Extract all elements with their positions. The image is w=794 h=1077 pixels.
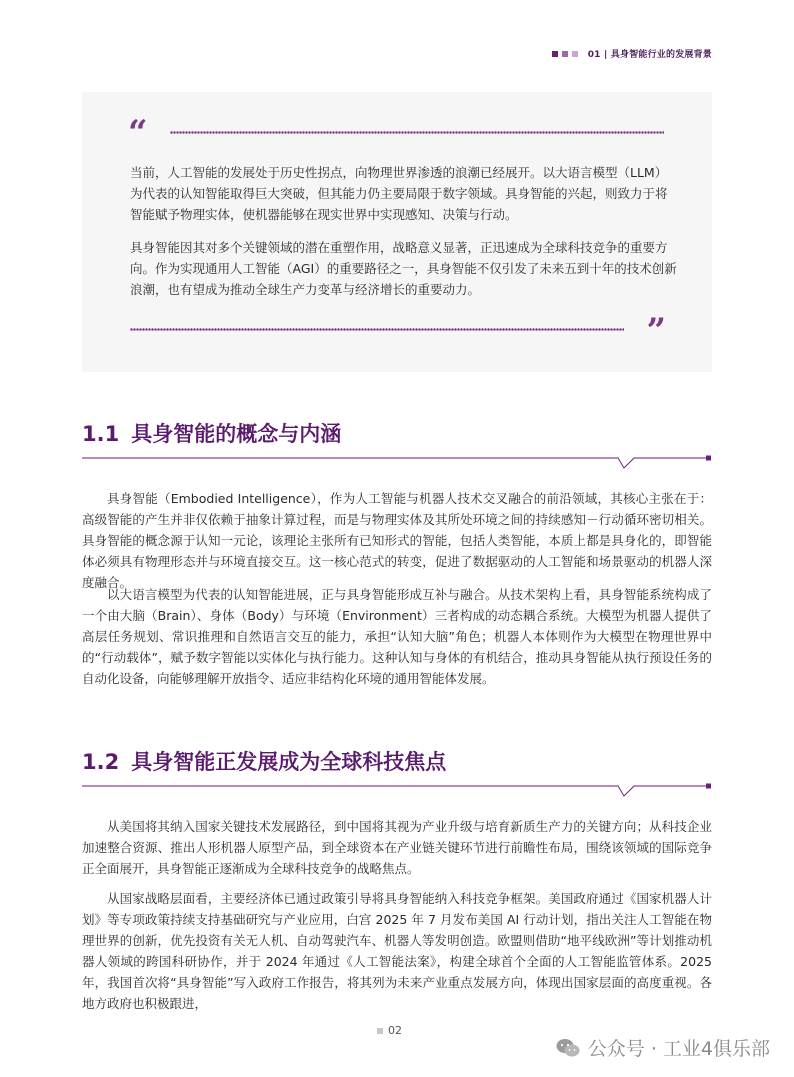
page-number bbox=[377, 1024, 402, 1037]
chapter-title: 01 | 具身智能行业的发展背景 bbox=[587, 50, 712, 60]
close-quote-icon: ” bbox=[646, 311, 666, 351]
header-square-light bbox=[572, 51, 578, 57]
section-1-2-paragraph-1: 从美国将其纳入国家关键技术发展路径，到中国将其视为产业升级与培育新质生产力的关键方向；从科技企业加速整合资源、推出人形机器人原型产品，到全球资本在产业链关键环节进行前瞻性布局，围绕该领域的国际竞争正全面展开，具身智能正逐渐成为全球科技竞争的战略焦点。 bbox=[82, 819, 712, 876]
watermark bbox=[556, 1034, 770, 1061]
header-square-mid bbox=[562, 51, 568, 57]
section-title: 具身智能正发展成为全球科技焦点 bbox=[131, 750, 447, 774]
section-rule-1-1 bbox=[82, 450, 712, 472]
page-number-text: 02 bbox=[388, 1024, 402, 1037]
section-1-1-paragraph-1: 具身智能（Embodied Intelligence），作为人工智能与机器人技术交叉融合的前沿领域，其核心主张在于：高级智能的产生并非仅依赖于抽象计算过程，而是与物理实体及其所处环境之间的持续感知－行动循环密切相关。具身智能的概念源于认知一元论，该理论主张所有已知形式的智能，包括人类智能，本质上都是具身化的，即智能体必须具有物理形态并与环境直接交互。这一核心范式的转变，促进了数据驱动的人工智能和场景驱动的机器人深度融合。 bbox=[82, 491, 712, 590]
section-rule-1-2 bbox=[82, 778, 712, 800]
running-header bbox=[552, 47, 712, 60]
quote-bottom-dotted-rule bbox=[130, 328, 624, 331]
section-title: 具身智能的概念与内涵 bbox=[131, 422, 342, 446]
open-quote-icon: “ bbox=[128, 113, 148, 153]
section-heading-1-2 bbox=[82, 746, 446, 776]
header-square-dark bbox=[552, 51, 558, 57]
section-1-2-paragraph-2: 从国家战略层面看，主要经济体已通过政策引导将具身智能纳入科技竞争框架。美国政府通过《国家机器人计划》等专项政策持续支持基础研究与产业应用，白宫 2025 年 7 月发布美国 AI 行动计划，指出关注人工智能在物理世界的创新，优先投资有关无人机、自动驾驶汽车、机器人等发明创造。欧盟则借助“地平线欧洲”等计划推动机器人领域的跨国科研协作，并于 2024 年通过《人工智能法案》，构建全球首个全面的人工智能监管体系。2025 年，我国首次将“具身智能”写入政府工作报告，将其列为未来产业重点发展方向，体现出国家层面的高度重视。各地方政府也积极跟进， bbox=[82, 891, 712, 1011]
section-1-1-paragraph-2: 以大语言模型为代表的认知智能进展，正与具身智能形成互补与融合。从技术架构上看，具身智能系统构成了一个由大脑（Brain）、身体（Body）与环境（Environment）三者构成的动态耦合系统。大模型为机器人提供了高层任务规划、常识推理和自然语言交互的能力，承担“认知大脑”角色；机器人本体则作为大模型在物理世界中的“行动载体”，赋予数字智能以实体化与执行能力。这种认知与身体的有机结合，推动具身智能从执行预设任务的自动化设备，向能够理解开放指令、适应非结构化环境的通用智能体发展。 bbox=[82, 587, 712, 686]
watermark-text: 公众号 · 工业4俱乐部 bbox=[587, 1038, 770, 1060]
quote-paragraph-2: 具身智能因其对多个关键领域的潜在重塑作用，战略意义显著，正迅速成为全球科技竞争的重要方向。作为实现通用人工智能（AGI）的重要路径之一，具身智能不仅引发了未来五到十年的技术创新浪潮，也有望成为推动全球生产力变革与经济增长的重要动力。 bbox=[130, 240, 677, 297]
wechat-icon bbox=[556, 1038, 580, 1058]
quote-paragraph-1: 当前，人工智能的发展处于历史性拐点，向物理世界渗透的浪潮已经展开。以大语言模型（LLM）为代表的认知智能取得巨大突破，但其能力仍主要局限于数字领域。具身智能的兴起，则致力于将智能赋予物理实体，使机器能够在现实世界中实现感知、决策与行动。 bbox=[130, 165, 668, 222]
section-heading-1-1 bbox=[82, 418, 341, 448]
quote-top-dotted-rule bbox=[170, 131, 664, 134]
section-number: 1.2 bbox=[82, 750, 120, 774]
intro-quote-box bbox=[82, 92, 712, 372]
section-number: 1.1 bbox=[82, 422, 120, 446]
page-number-square bbox=[377, 1028, 383, 1034]
